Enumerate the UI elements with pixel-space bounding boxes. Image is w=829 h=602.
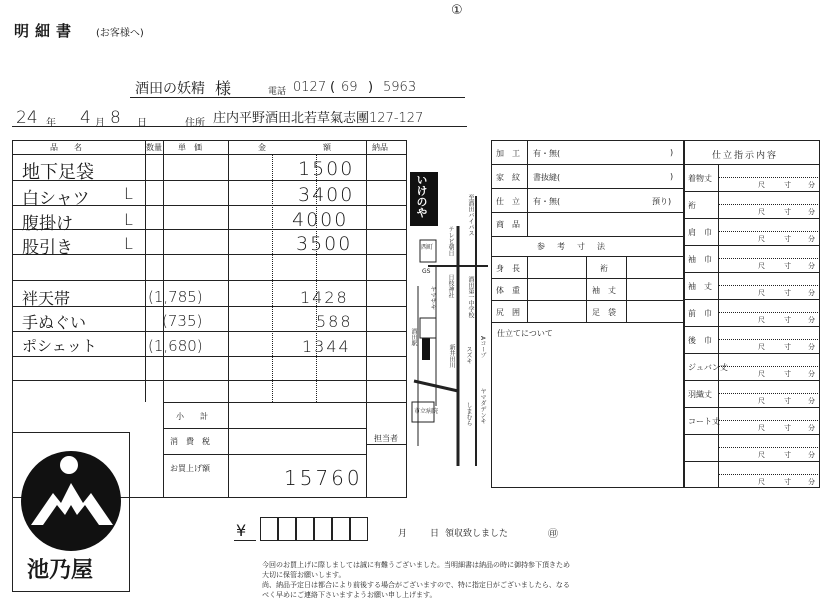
- item-name-2: 白シャツ: [22, 189, 90, 209]
- spec-row-midline: [718, 258, 820, 259]
- spec-unit: 分: [808, 316, 815, 324]
- receipt-yen-underline: [234, 540, 256, 541]
- spec-row-label: 裄: [688, 201, 696, 210]
- spec-row-line: [684, 434, 820, 435]
- items-header-unit-price: 単 価: [178, 143, 202, 152]
- spec-row-midline: [718, 312, 820, 313]
- spec-unit: 寸: [784, 370, 791, 378]
- spec-row-label: 袖 巾: [688, 255, 712, 264]
- spec-unit: 分: [808, 424, 815, 432]
- phone-a: 0127: [293, 80, 327, 95]
- subtotal-top-line: [163, 402, 407, 403]
- spec-unit: 尺: [758, 424, 765, 432]
- spec-row-midline: [718, 204, 820, 205]
- item-amount-6: 1428: [300, 288, 349, 307]
- customer-underline: [130, 97, 465, 98]
- spec-unit: 尺: [758, 208, 765, 216]
- spec-row-line: [684, 407, 820, 408]
- address-label: 住所: [185, 118, 205, 129]
- spec-unit: 寸: [784, 343, 791, 351]
- phone-paren-close: ): [368, 80, 374, 95]
- item-name-3: 腹掛け: [22, 214, 73, 234]
- page-number-mark: ①: [451, 3, 463, 18]
- footer-line-2: 大切に保管お願いします。: [262, 571, 346, 579]
- spec-unit: 分: [808, 262, 815, 270]
- spec-unit: 寸: [784, 262, 791, 270]
- spec-unit: 尺: [758, 181, 765, 189]
- map-label-yamazaki: ヤマザキ: [429, 286, 436, 310]
- finishing-label: 仕 立: [496, 197, 520, 206]
- spec-row-line: [684, 461, 820, 462]
- spec-unit: 寸: [784, 397, 791, 405]
- crest-close: ): [670, 172, 674, 181]
- amount-digit-divider: [272, 154, 273, 402]
- height-label: 身 長: [496, 264, 520, 273]
- spec-unit: 尺: [758, 262, 765, 270]
- spec-unit: 尺: [758, 370, 765, 378]
- map-label-nishimachi: 西町: [421, 244, 434, 251]
- spec-row-midline: [718, 447, 820, 448]
- address-value: 庄内平野酒田北若草氣志團127-127: [213, 111, 424, 126]
- item-name-4: 股引き: [22, 238, 73, 258]
- tax-label: 消 費 税: [170, 437, 210, 446]
- spec-unit: 分: [808, 181, 815, 189]
- shop-logo-text: 池乃屋: [27, 557, 94, 583]
- spec-unit: 寸: [784, 316, 791, 324]
- phone-label: 電話: [268, 87, 287, 97]
- spec-unit: 尺: [758, 316, 765, 324]
- spec-row-label: 羽織丈: [688, 390, 712, 399]
- spec-row-midline: [718, 231, 820, 232]
- tabi-label: 足 袋: [592, 308, 616, 317]
- phone-b: 69: [341, 80, 358, 95]
- date-underline: [12, 126, 467, 127]
- item-amount-8: 1344: [302, 337, 351, 356]
- spec-unit: 寸: [784, 289, 791, 297]
- total-top-line: [163, 454, 366, 455]
- spec-header: 仕立指示内容: [712, 151, 779, 161]
- spec-row-midline: [718, 285, 820, 286]
- finishing-suffix: 預り): [652, 197, 672, 206]
- items-header-divider: [12, 154, 407, 155]
- spec-row-midline: [718, 420, 820, 421]
- receipt-amount-box: [278, 517, 296, 541]
- item-name-8: ポシェット: [22, 337, 97, 355]
- tax-top-line: [163, 428, 366, 429]
- receipt-amount-box: [296, 517, 314, 541]
- spec-row-line: [684, 299, 820, 300]
- spec-unit: 寸: [784, 478, 791, 486]
- items-header-qty: 数量: [146, 143, 162, 152]
- map-label-tv: テレビ朝日: [447, 226, 454, 256]
- spec-unit: 分: [808, 289, 815, 297]
- map-label-school: 酒田第一中学校: [467, 276, 474, 318]
- receipt-amount-box: [332, 517, 350, 541]
- item-row-line: [12, 380, 407, 381]
- receipt-day: 日: [430, 529, 440, 539]
- receipt-amount-box: [314, 517, 332, 541]
- spec-unit: 分: [808, 208, 815, 216]
- spec-unit: 分: [808, 478, 815, 486]
- spec-unit: 尺: [758, 343, 765, 351]
- note-label: 仕立てについて: [497, 329, 553, 338]
- map-label-shrine: 日枝神社: [447, 274, 454, 298]
- map-label-susuki: スズキ: [465, 346, 472, 364]
- map-shop-name: いけのや: [415, 174, 428, 218]
- item-row-line: [12, 280, 407, 281]
- spec-unit: 分: [808, 370, 815, 378]
- footer-line-1: 今回のお買上げに際しましては誠に有難うございました。当明細書は納品の時に御持参下頂きため: [262, 561, 570, 569]
- processing-label: 加 工: [496, 149, 520, 158]
- item-amount-2: 3400: [298, 184, 355, 206]
- date-month-unit: 月: [95, 118, 105, 129]
- shop-logo-box: [12, 432, 130, 592]
- item-size-2: L: [124, 184, 133, 203]
- items-header-amount-b: 額: [323, 143, 331, 152]
- map-label-coop: Aコープ: [479, 336, 486, 359]
- col-divider-amount: [228, 140, 229, 498]
- receipt-amount-box: [260, 517, 278, 541]
- spec-unit: 寸: [784, 451, 791, 459]
- hip-label: 尻 囲: [496, 308, 520, 317]
- footer-line-3: 尚、納品予定日は都合により前後する場合がございますので、特に指定日がございましたら、なる: [262, 581, 570, 589]
- spec-row-label: ジュバン丈: [688, 363, 728, 372]
- goods-label: 商 品: [496, 220, 520, 229]
- honorific: 様: [215, 79, 232, 98]
- map-label-shimamura: しまむら: [465, 402, 472, 426]
- spec-unit: 分: [808, 397, 815, 405]
- handler-label: 担当者: [374, 434, 398, 443]
- date-day: 8: [110, 108, 121, 128]
- spec-row-line: [684, 326, 820, 327]
- phone-paren-open: (: [330, 80, 336, 95]
- item-name-7: 手ぬぐい: [22, 313, 87, 332]
- subtotal-label: 小 計: [176, 412, 208, 421]
- item-row-line: [12, 356, 407, 357]
- item-unit-6: (1,785): [148, 288, 203, 306]
- crest-value: 書抜縫(: [533, 173, 561, 182]
- handler-divider: [366, 430, 367, 498]
- item-name-1: 地下足袋: [22, 162, 94, 183]
- map-label-newcity: 新井田川: [448, 344, 455, 368]
- receipt-amount-box: [350, 517, 368, 541]
- map-label-hospital: 市立病院: [414, 408, 439, 415]
- receipt-yen: ¥: [236, 521, 247, 540]
- item-size-4: L: [124, 234, 133, 253]
- date-month: 4: [80, 108, 91, 128]
- footer-line-4: べく早めにご連絡下さいますようお願い申し上げます。: [262, 591, 437, 599]
- receipt-received: 領収致しました: [445, 529, 509, 539]
- processing-close: ): [670, 148, 674, 157]
- map-label-station: 酒田駅: [410, 328, 417, 346]
- items-header-item: 品 名: [50, 143, 82, 152]
- customer-name: 酒田の妖精: [135, 81, 205, 97]
- phone-c: 5963: [383, 80, 417, 95]
- spec-unit: 尺: [758, 289, 765, 297]
- spec-row-midline: [718, 393, 820, 394]
- col-divider-delivery: [366, 140, 367, 430]
- spec-row-label: 袖 丈: [688, 282, 712, 291]
- spec-row-line: [684, 353, 820, 354]
- map-label-bypass: 至酒田バイパス: [467, 194, 474, 236]
- item-amount-7: 588: [316, 312, 353, 331]
- receipt-month: 月: [398, 529, 408, 539]
- spec-row-label: 前 巾: [688, 309, 712, 318]
- item-name-6: 袢天帯: [22, 289, 71, 308]
- spec-unit: 尺: [758, 397, 765, 405]
- spec-row-label: コート丈: [688, 417, 720, 426]
- map-label-gs: GS: [422, 268, 431, 275]
- spec-row-line: [684, 245, 820, 246]
- date-day-unit: 日: [137, 118, 147, 129]
- spec-unit: 分: [808, 343, 815, 351]
- item-size-3: L: [124, 210, 133, 229]
- spec-row-label: 肩 巾: [688, 228, 712, 237]
- spec-unit: 尺: [758, 478, 765, 486]
- total-value: 15760: [284, 466, 363, 490]
- item-amount-1: 1500: [298, 158, 355, 180]
- spec-row-line: [684, 191, 820, 192]
- spec-unit: 寸: [784, 235, 791, 243]
- document-title: 明細書: [14, 22, 78, 40]
- spec-unit: 尺: [758, 451, 765, 459]
- yuki-label: 裄: [600, 264, 608, 273]
- spec-row-label: 後 巾: [688, 336, 712, 345]
- receipt-seal: ㊞: [548, 529, 558, 540]
- spec-row-midline: [718, 474, 820, 475]
- spec-unit: 寸: [784, 424, 791, 432]
- spec-row-line: [684, 380, 820, 381]
- items-header-delivery: 納品: [372, 143, 388, 152]
- shop-map: [408, 166, 492, 466]
- items-header-amount-a: 金: [258, 143, 266, 152]
- processing-value: 有・無(: [533, 149, 561, 158]
- spec-row-label: 着物丈: [688, 174, 712, 183]
- crest-label: 家 紋: [496, 173, 520, 182]
- finishing-value: 有・無(: [533, 197, 561, 206]
- spec-unit: 分: [808, 235, 815, 243]
- date-year: 24: [16, 108, 38, 128]
- handler-line: [366, 444, 407, 445]
- item-unit-8: (1,680): [148, 337, 203, 355]
- spec-unit: 寸: [784, 181, 791, 189]
- spec-row-midline: [718, 366, 820, 367]
- date-year-unit: 年: [46, 118, 56, 129]
- spec-row-midline: [718, 339, 820, 340]
- spec-row-midline: [718, 177, 820, 178]
- item-unit-7: (735): [162, 312, 203, 330]
- map-label-yamada: ヤマダデンキ: [479, 388, 486, 424]
- sleeve-label: 袖 丈: [592, 286, 616, 295]
- document-title-sub: (お客様へ): [96, 28, 144, 39]
- spec-row-line: [684, 272, 820, 273]
- item-amount-4: 3500: [296, 233, 353, 255]
- spec-unit: 尺: [758, 235, 765, 243]
- spec-unit: 分: [808, 451, 815, 459]
- spec-unit: 寸: [784, 208, 791, 216]
- item-amount-3: 4000: [292, 209, 349, 231]
- ref-size-label: 参 考 寸 法: [537, 242, 607, 251]
- spec-row-line: [684, 218, 820, 219]
- weight-label: 体 重: [496, 286, 520, 295]
- total-label: お買上げ額: [170, 464, 210, 473]
